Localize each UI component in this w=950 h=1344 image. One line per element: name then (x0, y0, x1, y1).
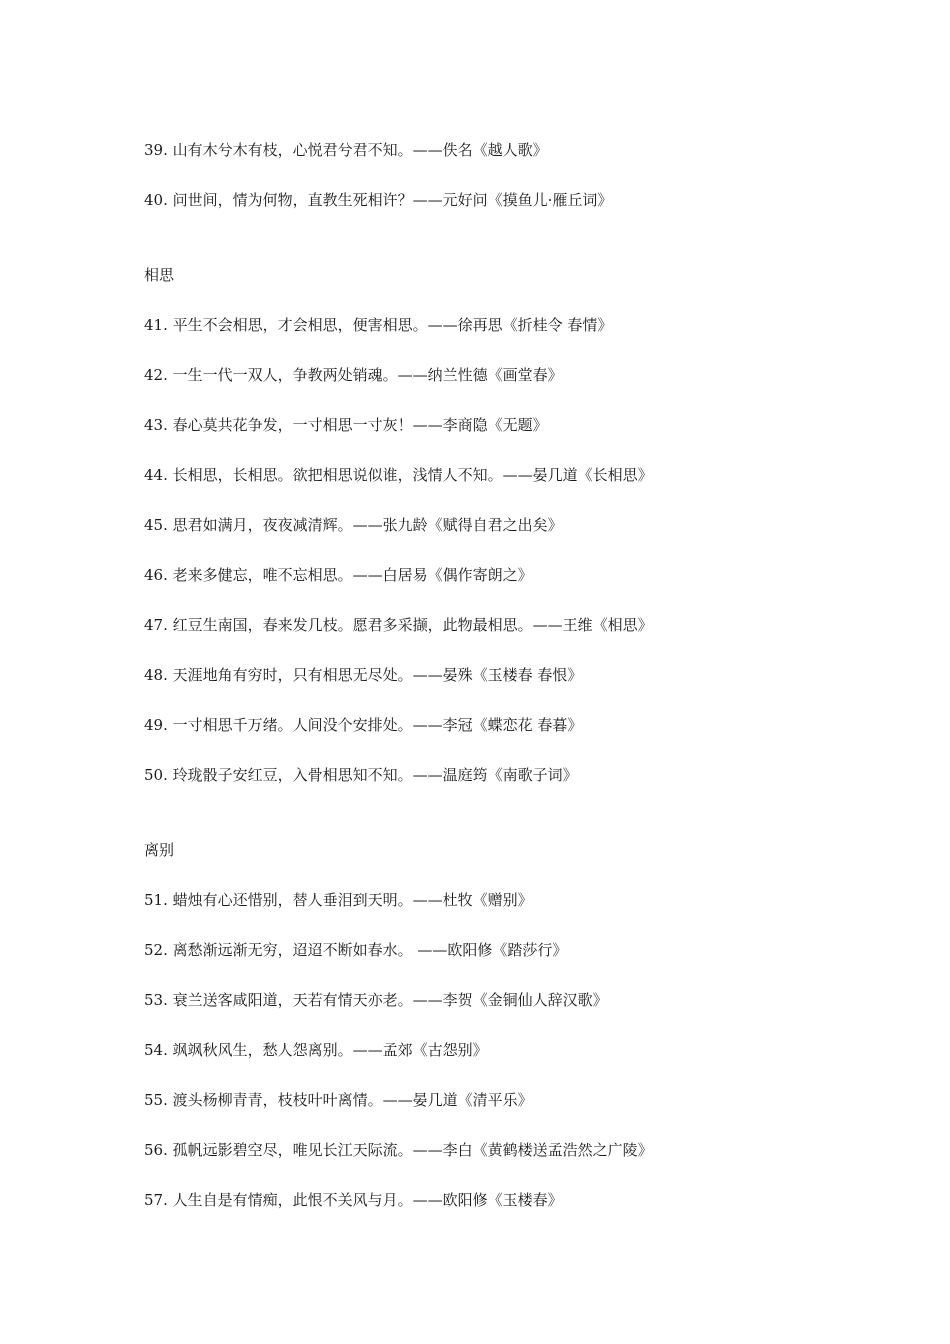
poem-line-43: 43. 春心莫共花争发，一寸相思一寸灰！——李商隐《无题》 (144, 416, 548, 434)
document-page (144, 140, 844, 1240)
poem-line-55: 55. 渡头杨柳青青，枝枝叶叶离情。——晏几道《清平乐》 (144, 1091, 533, 1109)
poem-line-50: 50. 玲珑骰子安红豆，入骨相思知不知。——温庭筠《南歌子词》 (144, 766, 578, 784)
section-spacer (144, 815, 844, 840)
poem-list-parting (144, 890, 844, 1210)
poem-line-41: 41. 平生不会相思，才会相思，便害相思。——徐再思《折桂令 春情》 (144, 316, 613, 334)
poem-line-47: 47. 红豆生南国，春来发几枝。愿君多采撷，此物最相思。——王维《相思》 (144, 616, 653, 634)
poem-line-42: 42. 一生一代一双人，争教两处销魂。——纳兰性德《画堂春》 (144, 366, 563, 384)
poem-line-56: 56. 孤帆远影碧空尽，唯见长江天际流。——李白《黄鹤楼送孟浩然之广陵》 (144, 1141, 653, 1159)
poem-line-48: 48. 天涯地角有穷时，只有相思无尽处。——晏殊《玉楼春 春恨》 (144, 666, 583, 684)
section-heading-longing: 相思 (144, 266, 175, 284)
poem-line-57: 57. 人生自是有情痴，此恨不关风与月。——欧阳修《玉楼春》 (144, 1191, 563, 1209)
poem-list-love (144, 140, 844, 210)
poem-line-46: 46. 老来多健忘，唯不忘相思。——白居易《偶作寄朗之》 (144, 566, 533, 584)
section-spacer (144, 240, 844, 265)
poem-line-53: 53. 衰兰送客咸阳道，天若有情天亦老。——李贺《金铜仙人辞汉歌》 (144, 991, 608, 1009)
poem-line-51: 51. 蜡烛有心还惜别，替人垂泪到天明。——杜牧《赠别》 (144, 891, 533, 909)
poem-line-54: 54. 飒飒秋风生，愁人怨离别。——孟郊《古怨别》 (144, 1041, 488, 1059)
poem-line-45: 45. 思君如满月，夜夜减清辉。——张九龄《赋得自君之出矣》 (144, 516, 563, 534)
poem-line-49: 49. 一寸相思千万绪。人间没个安排处。——李冠《蝶恋花 春暮》 (144, 716, 583, 734)
poem-line-39: 39. 山有木兮木有枝，心悦君兮君不知。——佚名《越人歌》 (144, 141, 548, 159)
poem-line-52: 52. 离愁渐远渐无穷，迢迢不断如春水。 ——欧阳修《踏莎行》 (144, 941, 568, 959)
section-heading-parting: 离别 (144, 841, 175, 859)
poem-list-longing (144, 315, 844, 785)
poem-line-44: 44. 长相思，长相思。欲把相思说似谁，浅情人不知。——晏几道《长相思》 (144, 466, 653, 484)
poem-line-40: 40. 问世间，情为何物，直教生死相许？——元好问《摸鱼儿·雁丘词》 (144, 191, 613, 209)
